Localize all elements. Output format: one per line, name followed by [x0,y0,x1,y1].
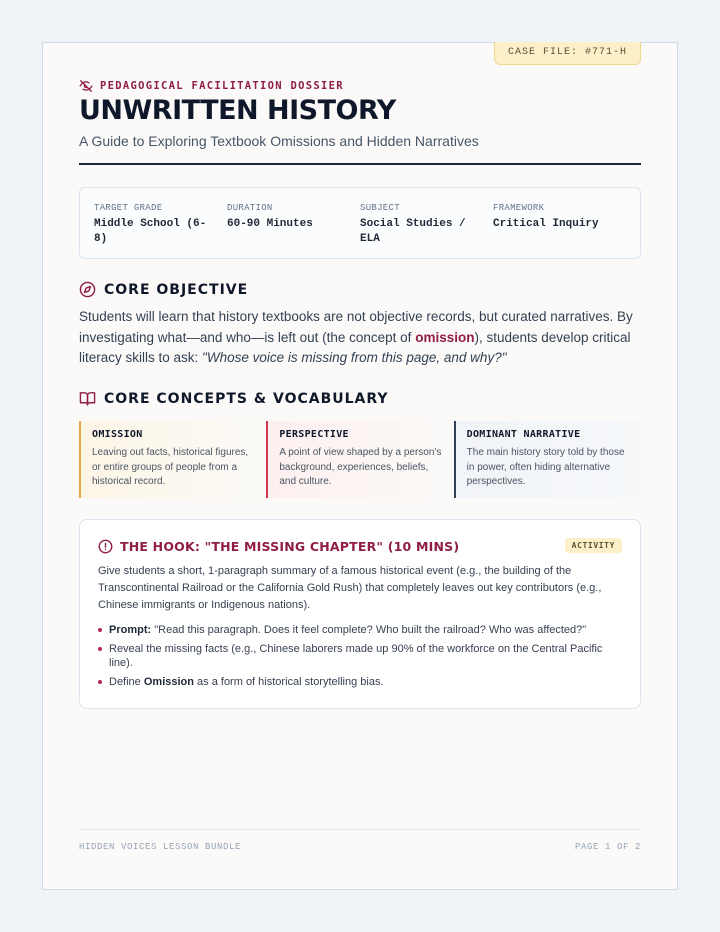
eye-off-icon [79,79,93,93]
meta-target-grade: TARGET GRADE Middle School (6-8) [94,203,207,245]
compass-icon [79,281,96,298]
eyebrow [79,79,344,93]
meta-duration: DURATION 60-90 Minutes [227,203,313,230]
eyebrow-label: PEDAGOGICAL FACILITATION DOSSIER [100,80,344,92]
objective-text: Students will learn that history textbooks are not objective records, but curated narratives. By investigating what—and who—is left out (the concept of omission), students develop critical literacy skills to ask: "Whose voice is missing from this page, and why?" [79,309,633,365]
hook-description: Give students a short, 1-paragraph summary of a famous historical event (e.g., the building of the Transcontinental Railroad or the California Gold Rush) that completely leaves out key contributors (e.g., Chinese immigrants or Indigenous nations). [98,565,602,611]
concepts-heading: CORE CONCEPTS & VOCABULARY [79,390,389,407]
omission-highlight: omission [415,329,475,345]
page-footer [79,842,641,852]
list-item: Reveal the missing facts (e.g., Chinese laborers made up 90% of the workforce on the Central Pacific line). [98,642,622,670]
guiding-question: "Whose voice is missing from this page, and why?" [202,350,507,365]
hook-activity-card [79,519,641,709]
title-divider [79,163,641,165]
footer-bundle-name: HIDDEN VOICES LESSON BUNDLE [79,842,242,852]
page-title: UNWRITTEN HISTORY [79,95,396,126]
vocabulary-cards [79,421,641,498]
meta-subject: SUBJECT Social Studies / ELA [360,203,466,245]
case-file-tag: CASE FILE: #771-H [494,42,641,65]
activity-badge: ACTIVITY [565,538,622,553]
page-number: PAGE 1 OF 2 [574,842,641,852]
concept-card-perspective: PERSPECTIVE A point of view shaped by a person's background, experiences, beliefs, and culture. [266,421,453,498]
dossier-page [42,42,678,890]
meta-framework: FRAMEWORK Critical Inquiry [493,203,599,230]
page-subtitle: A Guide to Exploring Textbook Omissions and Hidden Narratives [79,133,479,149]
lesson-meta-panel [79,187,641,259]
objective-heading: CORE OBJECTIVE [79,281,248,298]
concept-card-dominant-narrative: DOMINANT NARRATIVE The main history story told by those in power, often hiding alternative perspectives. [454,421,641,498]
list-item: Prompt: "Read this paragraph. Does it feel complete? Who built the railroad? Who was affected?" [98,623,622,637]
open-book-icon [79,390,96,407]
hook-steps [98,623,622,694]
hook-title: THE HOOK: "THE MISSING CHAPTER" (10 MINS) [98,539,459,554]
footer-divider [79,829,641,830]
list-item: Define Omission as a form of historical storytelling bias. [98,675,622,689]
concept-card-omission: OMISSION Leaving out facts, historical figures, or entire groups of people from a historical record. [79,421,266,498]
alert-circle-icon [98,539,113,554]
